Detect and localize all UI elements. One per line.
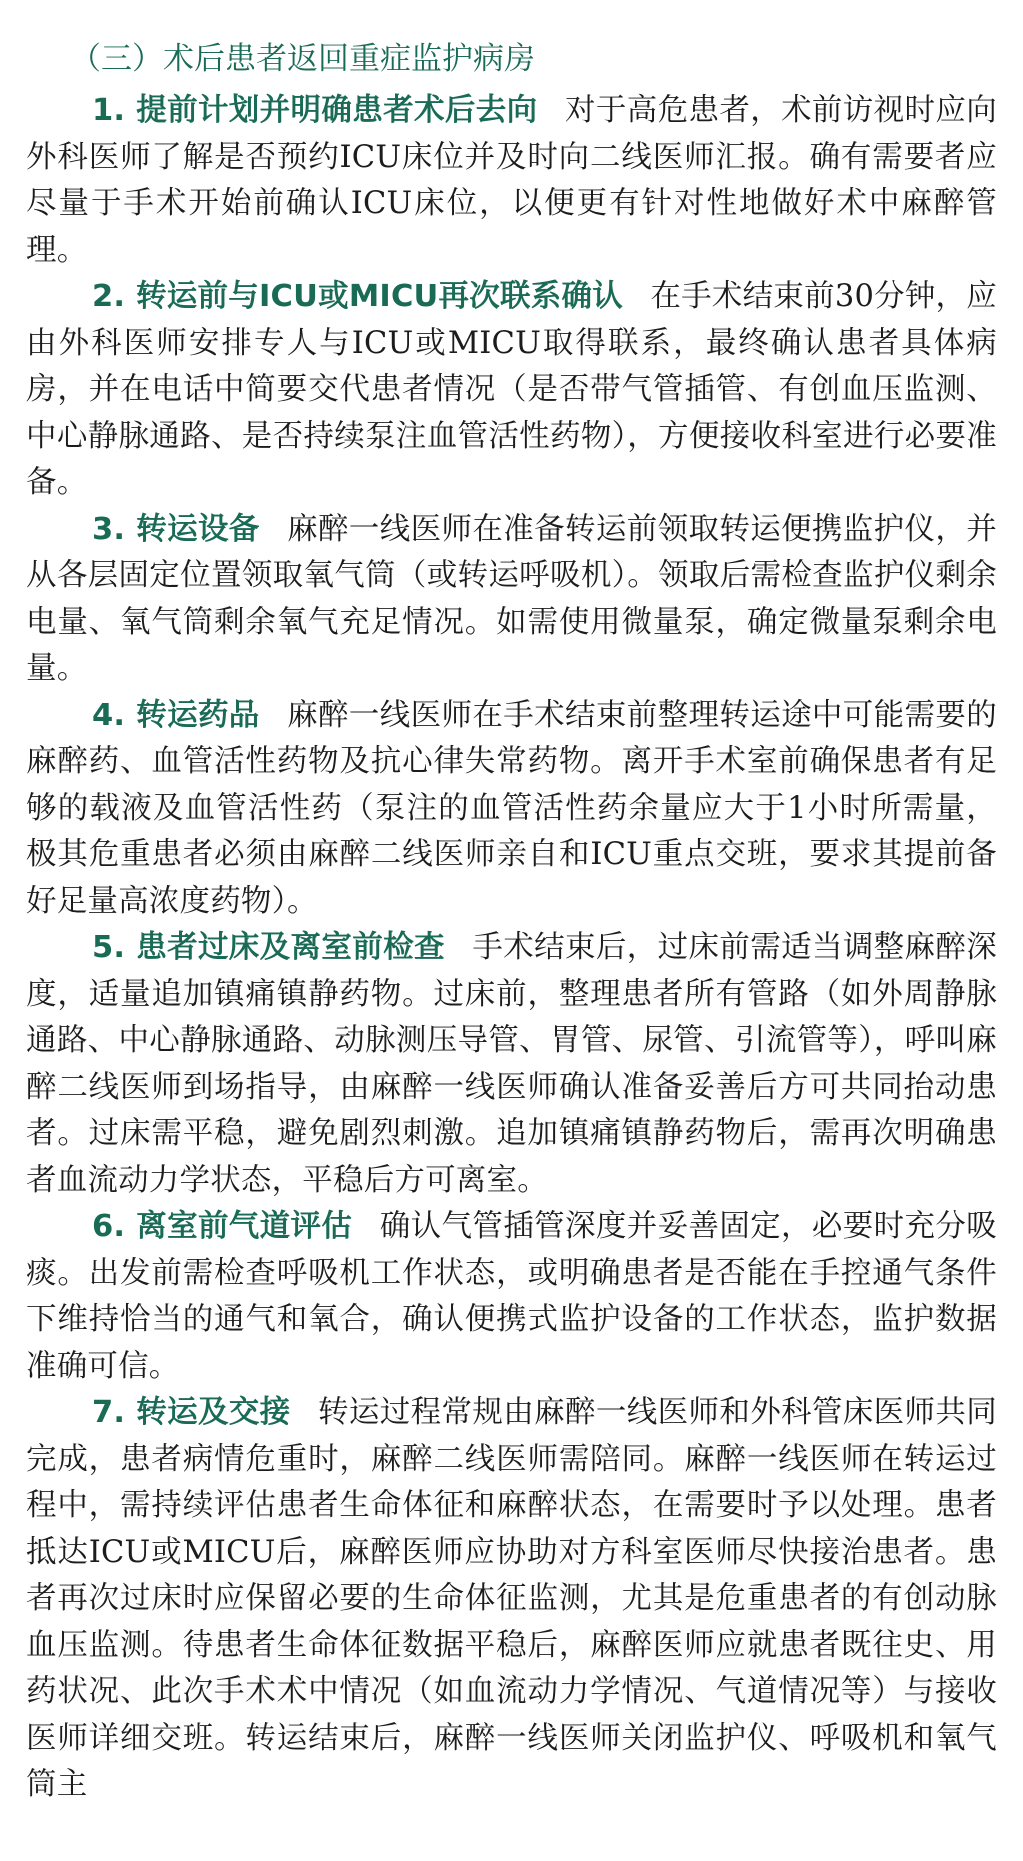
item-heading: 6. 离室前气道评估 bbox=[92, 1209, 353, 1244]
item-body: 麻醉一线医师在手术结束前整理转运途中可能需要的麻醉药、血管活性药物及抗心律失常药物。离开手术室前确保患者有足够的载液及血管活性药（泵注的血管活性药余量应大于1小时所需量，极其危重患者必须由麻醉二线医师亲自和ICU重点交班，要求其提前备好足量高浓度药物）。 bbox=[26, 697, 997, 919]
item-body: 确认气管插管深度并妥善固定，必要时充分吸痰。出发前需检查呼吸机工作状态，或明确患者是否能在手控通气条件下维持恰当的通气和氧合，确认便携式监护设备的工作状态，监护数据准确可信。 bbox=[26, 1209, 997, 1384]
item-heading: 2. 转运前与ICU或MICU再次联系确认 bbox=[92, 279, 623, 314]
item-body: 对于高危患者，术前访视时应向外科医师了解是否预约ICU床位并及时向二线医师汇报。确有需要者应尽量于手术开始前确认ICU床位，以便更有针对性地做好术中麻醉管理。 bbox=[26, 93, 997, 268]
item-body: 麻醉一线医师在准备转运前领取转运便携监护仪，并从各层固定位置领取氧气筒（或转运呼吸机）。领取后需检查监护仪剩余电量、氧气筒剩余氧气充足情况。如需使用微量泵，确定微量泵剩余电量。 bbox=[26, 511, 997, 686]
paragraph-item-5 bbox=[26, 925, 997, 1204]
paragraph-item-1 bbox=[26, 88, 997, 274]
item-heading: 1. 提前计划并明确患者术后去向 bbox=[92, 93, 538, 128]
item-heading: 4. 转运药品 bbox=[92, 697, 260, 733]
paragraph-item-4 bbox=[26, 693, 997, 926]
item-body: 在手术结束前30分钟，应由外科医师安排专人与ICU或MICU取得联系，最终确认患者具体病房，并在电话中简要交代患者情况（是否带气管插管、有创血压监测、中心静脉通路、是否持续泵注血管活性药物），方便接收科室进行必要准备。 bbox=[26, 279, 997, 500]
item-heading: 3. 转运设备 bbox=[92, 511, 260, 547]
item-heading: 7. 转运及交接 bbox=[92, 1395, 291, 1430]
section-title: （三）术后患者返回重症监护病房 bbox=[70, 41, 535, 77]
item-heading: 5. 患者过床及离室前检查 bbox=[92, 930, 445, 965]
item-body: 转运过程常规由麻醉一线医师和外科管床医师共同完成，患者病情危重时，麻醉二线医师需陪同。麻醉一线医师在转运过程中，需持续评估患者生命体征和麻醉状态，在需要时予以处理。患者抵达ICU或MICU后，麻醉医师应协助对方科室医师尽快接治患者。患者再次过床时应保留必要的生命体征监测，尤其是危重患者的有创动脉血压监测。待患者生命体征数据平稳后，麻醉医师应就患者既往史、用药状况、此次手术术中情况（如血流动力学情况、气道情况等）与接收医师详细交班。转运结束后，麻醉一线医师关闭监护仪、呼吸机和氧气筒主 bbox=[26, 1395, 997, 1802]
paragraph-item-2 bbox=[26, 274, 997, 507]
paragraph-item-7 bbox=[26, 1390, 997, 1809]
item-body: 手术结束后，过床前需适当调整麻醉深度，适量追加镇痛镇静药物。过床前，整理患者所有管路（如外周静脉通路、中心静脉通路、动脉测压导管、胃管、尿管、引流管等），呼叫麻醉二线医师到场指导，由麻醉一线医师确认准备妥善后方可共同抬动患者。过床需平稳，避免剧烈刺激。追加镇痛镇静药物后，需再次明确患者血流动力学状态，平稳后方可离室。 bbox=[26, 930, 997, 1198]
paragraph-item-3 bbox=[26, 507, 997, 693]
paragraph-item-6 bbox=[26, 1204, 997, 1390]
